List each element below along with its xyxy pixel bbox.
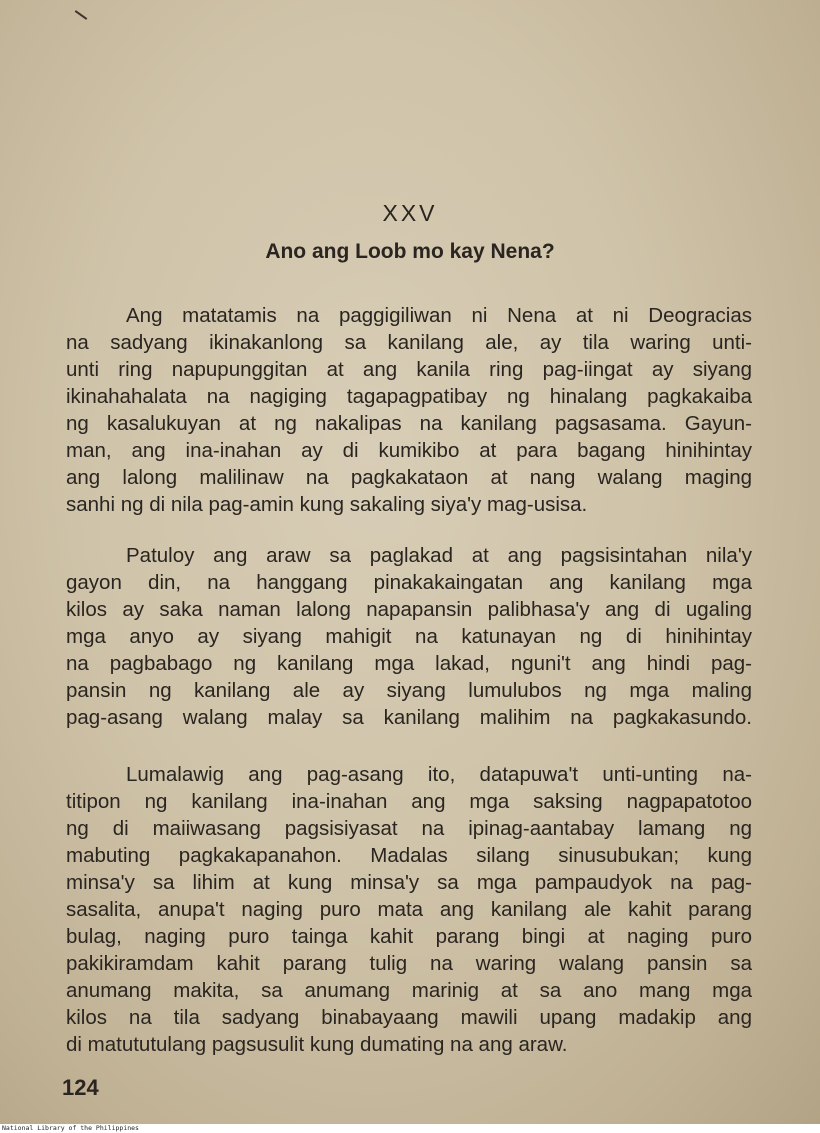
text-line: gayon din, na hanggang pinakakaingatan ang kanilang mga bbox=[66, 571, 752, 594]
chapter-number: XXV bbox=[382, 200, 438, 226]
text-line: na pagbabago ng kanilang mga lakad, nguni't ang hindi pag- bbox=[66, 652, 752, 675]
text-line: di matututulang pagsusulit kung dumating na ang araw. bbox=[66, 1033, 568, 1056]
text-line: ng kasalukuyan at ng nakalipas na kanilang pagsasama. Gayun- bbox=[66, 412, 752, 435]
page-number: 124 bbox=[62, 1075, 99, 1100]
ink-mark bbox=[75, 10, 88, 20]
text-line: mabuting pagkakapanahon. Madalas silang sinusubukan; kung bbox=[66, 844, 752, 867]
text-line: na sadyang ikinakanlong sa kanilang ale, ay tila waring unti- bbox=[66, 331, 752, 354]
text-line: Patuloy ang araw sa paglakad at ang pagsisintahan nila'y bbox=[126, 544, 752, 567]
text-line: Lumalawig ang pag-asang ito, datapuwa't unti-unting na- bbox=[126, 763, 752, 786]
text-line: kilos ay saka naman lalong napapansin palibhasa'y ang di ugaling bbox=[66, 598, 752, 621]
text-line: pakikiramdam kahit parang tulig na waring walang pansin sa bbox=[66, 952, 752, 975]
text-line: Ang matatamis na paggigiliwan ni Nena at ni Deogracias bbox=[126, 304, 752, 327]
text-line: anumang makita, sa anumang marinig at sa ano mang mga bbox=[66, 979, 752, 1002]
text-line: pansin ng kanilang ale ay siyang lumulubos ng mga maling bbox=[66, 679, 752, 702]
footer-watermark: National Library of the Philippines bbox=[2, 1124, 139, 1132]
text-line: ng di maiiwasang pagsisiyasat na ipinag-aantabay lamang ng bbox=[66, 817, 752, 840]
text-line: ang lalong malilinaw na pagkakataon at nang walang maging bbox=[66, 466, 752, 489]
text-line: pag-asang walang malay sa kanilang malihim na pagkakasundo. bbox=[66, 706, 752, 729]
text-line: sasalita, anupa't naging puro mata ang kanilang ale kahit parang bbox=[66, 898, 752, 921]
text-line: bulag, naging puro tainga kahit parang bingi at naging puro bbox=[66, 925, 752, 948]
text-line: unti ring napupunggitan at ang kanila ring pag-iingat ay siyang bbox=[66, 358, 752, 381]
chapter-title: Ano ang Loob mo kay Nena? bbox=[265, 240, 555, 263]
text-line: man, ang ina-inahan ay di kumikibo at para bagang hinihintay bbox=[66, 439, 752, 462]
text-line: kilos na tila sadyang binabayaang mawili upang madakip ang bbox=[66, 1006, 752, 1029]
text-line: ikinahahalata na nagiging tagapagpatibay ng hinalang pagkakaiba bbox=[66, 385, 752, 408]
text-line: sanhi ng di nila pag-amin kung sakaling siya'y mag-usisa. bbox=[66, 493, 588, 516]
footer-bar bbox=[0, 1124, 820, 1133]
text-line: titipon ng kanilang ina-inahan ang mga saksing nagpapatotoo bbox=[66, 790, 752, 813]
text-line: minsa'y sa lihim at kung minsa'y sa mga pampaudyok na pag- bbox=[66, 871, 752, 894]
text-line: mga anyo ay siyang mahigit na katunayan ng di hinihintay bbox=[66, 625, 752, 648]
